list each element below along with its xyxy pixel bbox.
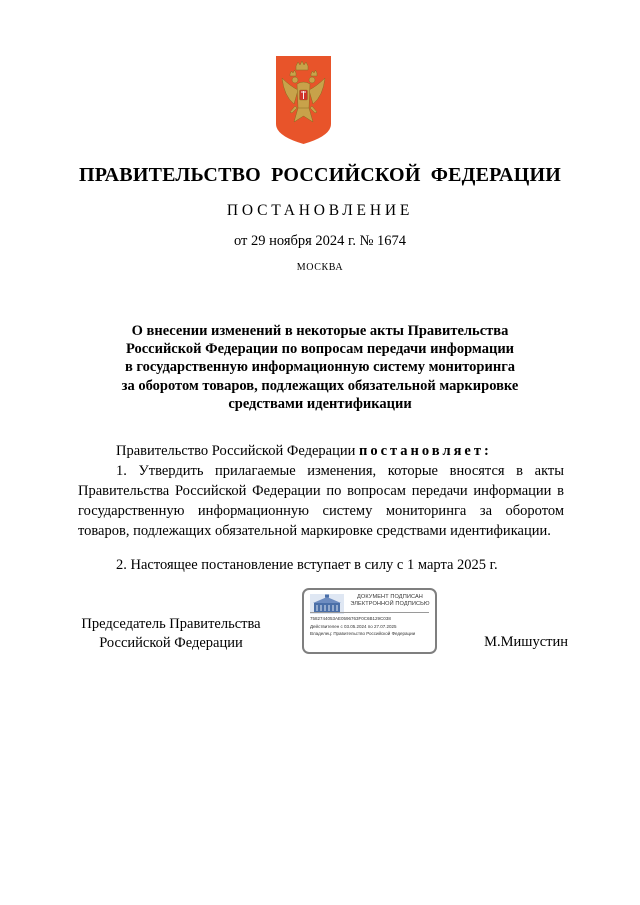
coat-of-arms-icon [276,56,331,144]
stamp-title-line: ЭЛЕКТРОННОЙ ПОДПИСЬЮ [350,601,430,607]
electronic-signature-stamp [302,588,437,654]
subject-line: Российской Федерации по вопросам передачи информации [125,341,515,358]
document-city: МОСКВА [296,262,344,273]
stamp-validity: Действителен с 03.05.2024 по 27.07.2025 [310,624,397,629]
document-subject [80,322,560,413]
intro-decree-word: постановляет: [358,443,492,459]
stamp-title [344,594,436,608]
signer-title [76,615,266,653]
subject-line: в государственную информационную систему мониторинга [124,359,516,376]
resolution-point-1: 1. Утвердить прилагаемые изменения, которые вносятся в акты Правительства Российской Федерации по вопросам передачи информации в государственную информационную систему мониторинга за оборотом товаров, подлежащих обязательной маркировке средствами идентификации. [78,463,564,539]
stamp-owner: Владелец: Правительство Российской Федерации [310,631,416,636]
stamp-title-line: ДОКУМЕНТ ПОДПИСАН [357,594,423,600]
signer-title-line: Председатель Правительства [81,616,261,632]
subject-line: за оборотом товаров, подлежащих обязательной маркировке [121,377,519,394]
subject-line: средствами идентификации [228,395,412,412]
subject-line: О внесении изменений в некоторые акты Правительства [131,323,509,339]
document-type: ПОСТАНОВЛЕНИЕ [226,202,414,219]
stamp-serial: 7582744053AE0596763F0C6B129C038 [310,616,391,621]
document-date-number: от 29 ноября 2024 г. № 1674 [233,233,407,249]
stamp-divider [310,612,429,613]
government-title: ПРАВИТЕЛЬСТВО РОССИЙСКОЙ ФЕДЕРАЦИИ [79,164,561,186]
resolution-point-2: 2. Настоящее постановление вступает в силу с 1 марта 2025 г. [116,557,498,573]
signer-title-line: Российской Федерации [99,635,243,651]
government-building-icon [310,594,344,614]
resolution-intro [116,441,564,461]
signer-name: М.Мишустин [484,634,568,650]
intro-text: Правительство Российской Федерации [116,443,359,459]
